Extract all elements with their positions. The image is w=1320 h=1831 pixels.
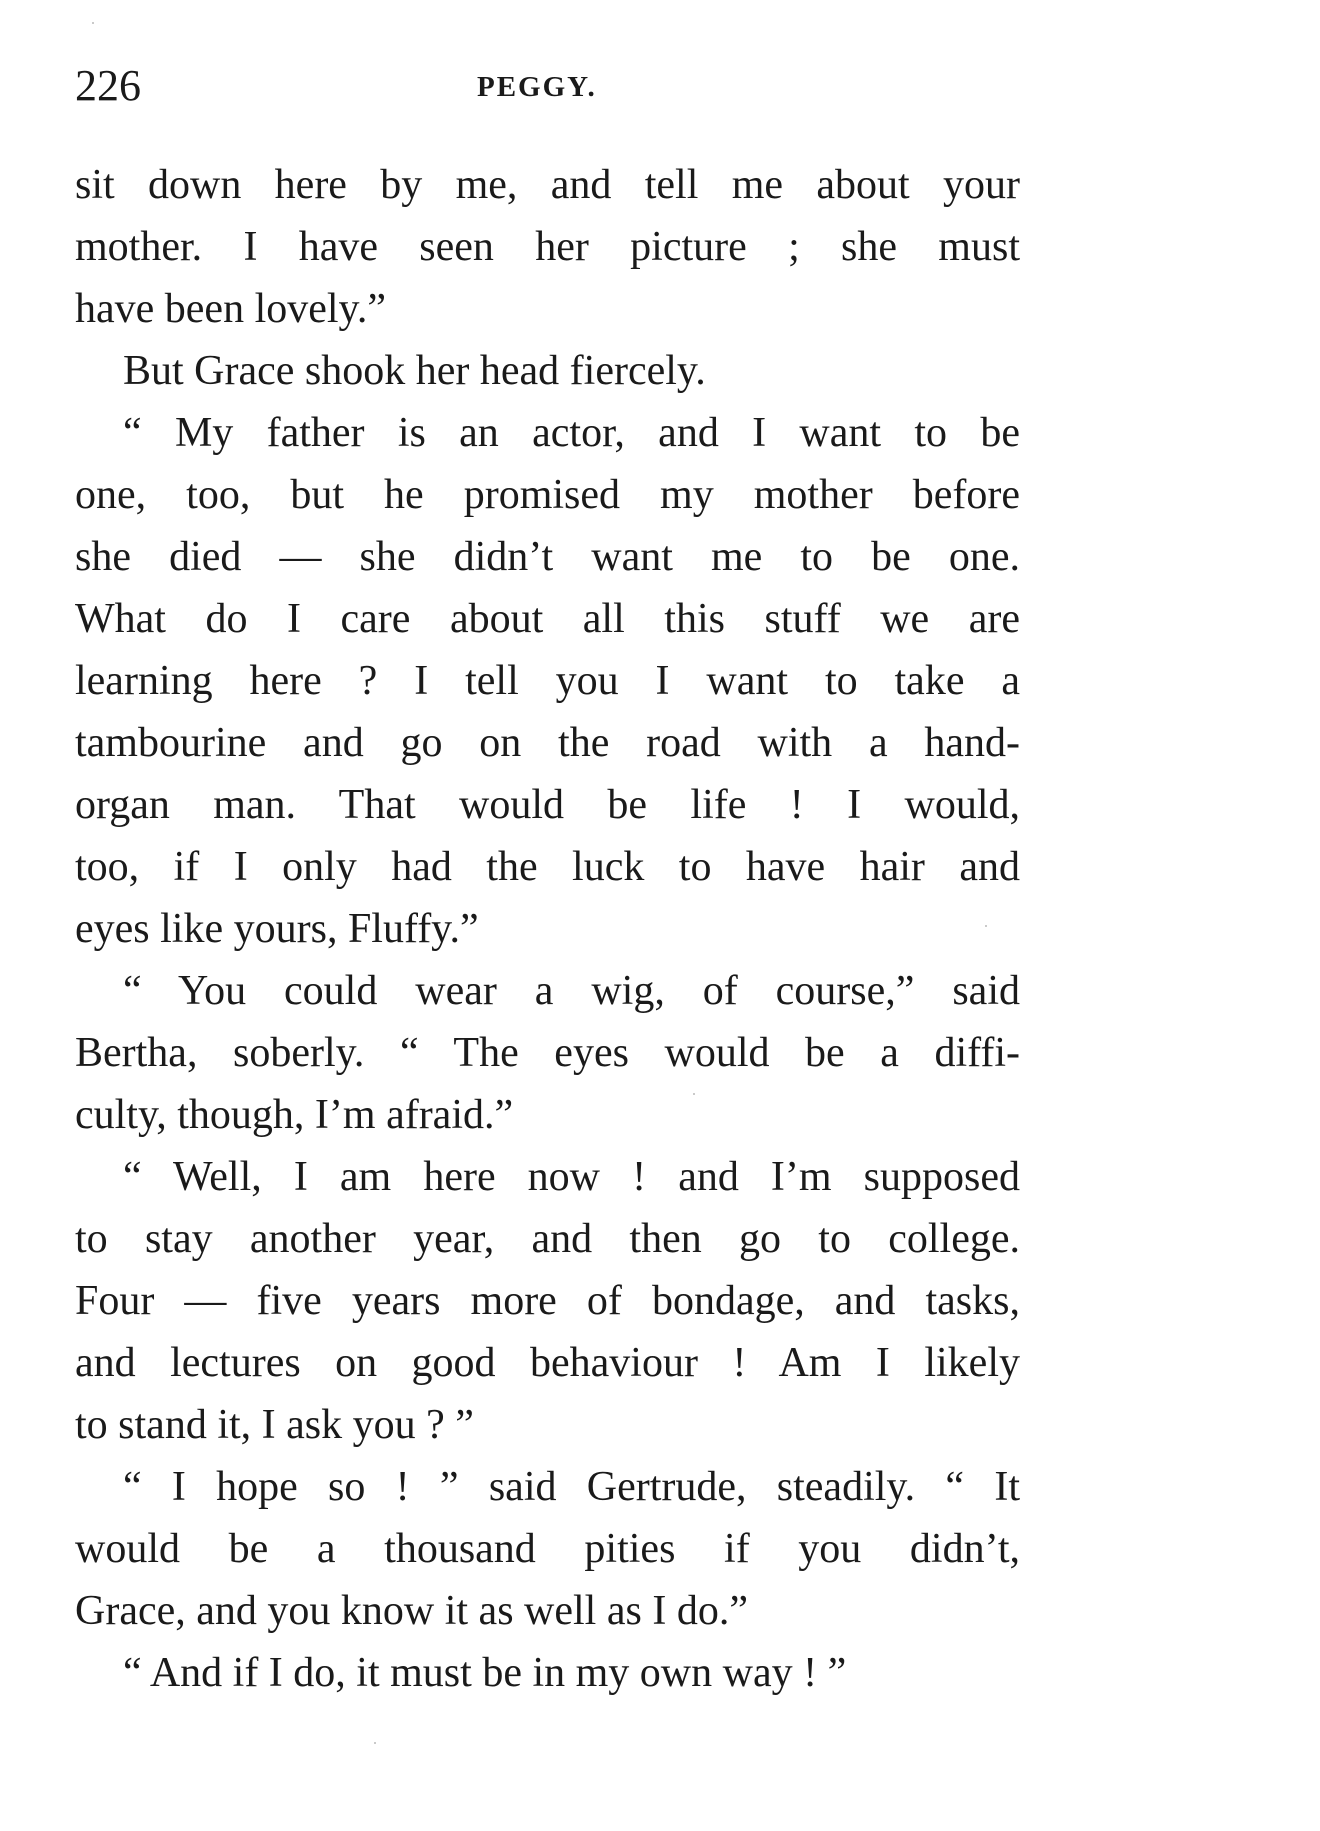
text-line: mother. I have seen her picture ; she must bbox=[75, 224, 1020, 270]
text-line: learning here ? I tell you I want to take a bbox=[75, 658, 1020, 704]
running-head bbox=[75, 56, 1020, 116]
text-line: culty, though, I’m afraid.” bbox=[75, 1092, 514, 1138]
text-line: to stand it, I ask you ? ” bbox=[75, 1402, 474, 1448]
running-title: PEGGY. bbox=[477, 71, 597, 103]
text-line: Bertha, soberly. “ The eyes would be a diffi- bbox=[75, 1030, 1020, 1076]
text-line: What do I care about all this stuff we are bbox=[75, 596, 1020, 642]
paper-speck bbox=[92, 22, 94, 24]
text-line: to stay another year, and then go to college. bbox=[75, 1216, 1020, 1262]
text-line: sit down here by me, and tell me about your bbox=[75, 162, 1020, 208]
body-text bbox=[75, 154, 1020, 1704]
text-line: organ man. That would be life ! I would, bbox=[75, 782, 1020, 828]
paper-speck bbox=[374, 1742, 376, 1744]
text-line: Four — five years more of bondage, and tasks, bbox=[75, 1278, 1020, 1324]
text-line: But Grace shook her head fiercely. bbox=[123, 348, 706, 394]
text-line: and lectures on good behaviour ! Am I likely bbox=[75, 1340, 1020, 1386]
text-line: would be a thousand pities if you didn’t, bbox=[75, 1526, 1020, 1572]
text-line: “ My father is an actor, and I want to be bbox=[123, 410, 1020, 456]
text-line: one, too, but he promised my mother before bbox=[75, 472, 1020, 518]
text-line: “ Well, I am here now ! and I’m supposed bbox=[123, 1154, 1020, 1200]
text-line: Grace, and you know it as well as I do.” bbox=[75, 1588, 748, 1634]
text-line: “ You could wear a wig, of course,” said bbox=[123, 968, 1020, 1014]
text-line: eyes like yours, Fluffy.” bbox=[75, 906, 479, 952]
text-line: “ And if I do, it must be in my own way ! ” bbox=[123, 1650, 847, 1696]
text-line: too, if I only had the luck to have hair and bbox=[75, 844, 1020, 890]
text-line: “ I hope so ! ” said Gertrude, steadily. “ It bbox=[123, 1464, 1020, 1510]
page-number: 226 bbox=[75, 61, 141, 110]
text-line: tambourine and go on the road with a hand- bbox=[75, 720, 1020, 766]
text-line: have been lovely.” bbox=[75, 286, 386, 332]
text-line: she died — she didn’t want me to be one. bbox=[75, 534, 1020, 580]
